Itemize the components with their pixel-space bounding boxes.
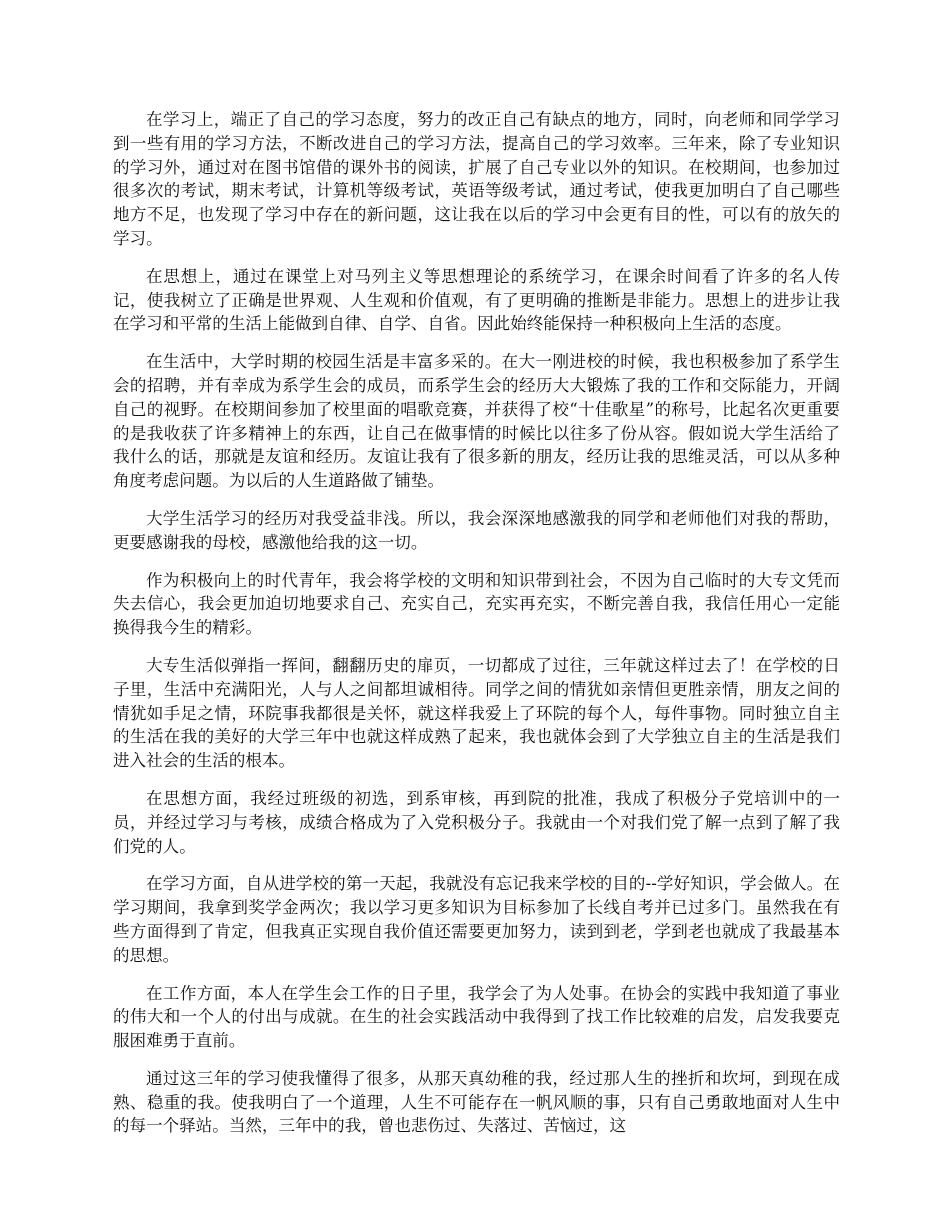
document-body [113,108,840,1138]
paragraph-gratitude: 大学生活学习的经历对我受益非浅。所以，我会深深地感激我的同学和老师他们对我的帮助，更要感谢我的母校，感激他给我的这一切。 [113,508,840,552]
paragraph-learning: 在学习方面，自从进学校的第一天起，我就没有忘记我来学校的目的--学好知识，学会做人。在学习期间，我拿到奖学金两次；我以学习更多知识为目标参加了长线自考并已过多门。虽然我在有些方面得到了肯定，但我真正实现自我价值还需要更加努力，读到到老，学到老也就成了我最基本的思想。 [113,874,840,965]
paragraph-future-outlook: 作为积极向上的时代青年，我会将学校的文明和知识带到社会，不因为自己临时的大专文凭而失去信心，我会更加迫切地要求自己、充实自己，充实再充实，不断完善自我，我信任用心一定能换得我今生的精彩。 [113,570,840,638]
paragraph-party-activist: 在思想方面，我经过班级的初选，到系审核，再到院的批准，我成了积极分子党培训中的一员，并经过学习与考核，成绩合格成为了入党积极分子。我就由一个对我们党了解一点到了解了我们党的人。 [113,788,840,856]
paragraph-campus-life: 在生活中，大学时期的校园生活是丰富多采的。在大一刚进校的时候，我也积极参加了系学生会的招聘，并有幸成为系学生会的成员，而系学生会的经历大大锻炼了我的工作和交际能力，开阔自己的视野。在校期间参加了校里面的唱歌竞赛，并获得了校“十佳歌星”的称号，比起名次更重要的是我收获了许多精神上的东西，让自己在做事情的时候比以往多了份从容。假如说大学生活给了我什么的话，那就是友谊和经历。友谊让我有了很多新的朋友，经历让我的思维灵活，可以从多种角度考虑问题。为以后的人生道路做了铺垫。 [113,352,840,491]
paragraph-three-years: 通过这三年的学习使我懂得了很多，从那天真幼稚的我，经过那人生的挫折和坎坷，到现在成熟、稳重的我。使我明白了一个道理，人生不可能存在一帆风顺的事，只有自己勇敢地面对人生中的每一个驿站。当然，三年中的我，曾也悲伤过、失落过、苦恼过，这 [113,1068,840,1136]
paragraph-ideology: 在思想上，通过在课堂上对马列主义等思想理论的系统学习，在课余时间看了许多的名人传记，使我树立了正确是世界观、人生观和价值观，有了更明确的推断是非能力。思想上的进步让我在学习和平常的生活上能做到自律、自学、自省。因此始终能保持一种积极向上生活的态度。 [113,266,840,334]
paragraph-college-years: 大专生活似弹指一挥间，翻翻历史的扉页，一切都成了过往，三年就这样过去了！在学校的日子里，生活中充满阳光，人与人之间都坦诚相待。同学之间的情犹如亲情但更胜亲情，朋友之间的情犹如手足之情，环院事我都很是关怀，就这样我爱上了环院的每个人，每件事物。同时独立自主的生活在我的美好的大学三年中也就这样成熟了起来，我也就体会到了大学独立自主的生活是我们进入社会的生活的根本。 [113,655,840,771]
paragraph-study-attitude: 在学习上，端正了自己的学习态度，努力的改正自己有缺点的地方，同时，向老师和同学学习到一些有用的学习方法，不断改进自己的学习方法，提高自己的学习效率。三年来，除了专业知识的学习外，通过对在图书馆借的课外书的阅读，扩展了自己专业以外的知识。在校期间，也参加过很多次的考试，期末考试，计算机等级考试，英语等级考试，通过考试，使我更加明白了自己哪些地方不足，也发现了学习中存在的新问题，这让我在以后的学习中会更有目的性，可以有的放矢的学习。 [113,110,840,248]
paragraph-work: 在工作方面，本人在学生会工作的日子里，我学会了为人处事。在协会的实践中我知道了事业的伟大和一个人的付出与成就。在生的社会实践活动中我得到了找工作比较难的启发，启发我要克服困难勇于直前。 [113,983,840,1051]
